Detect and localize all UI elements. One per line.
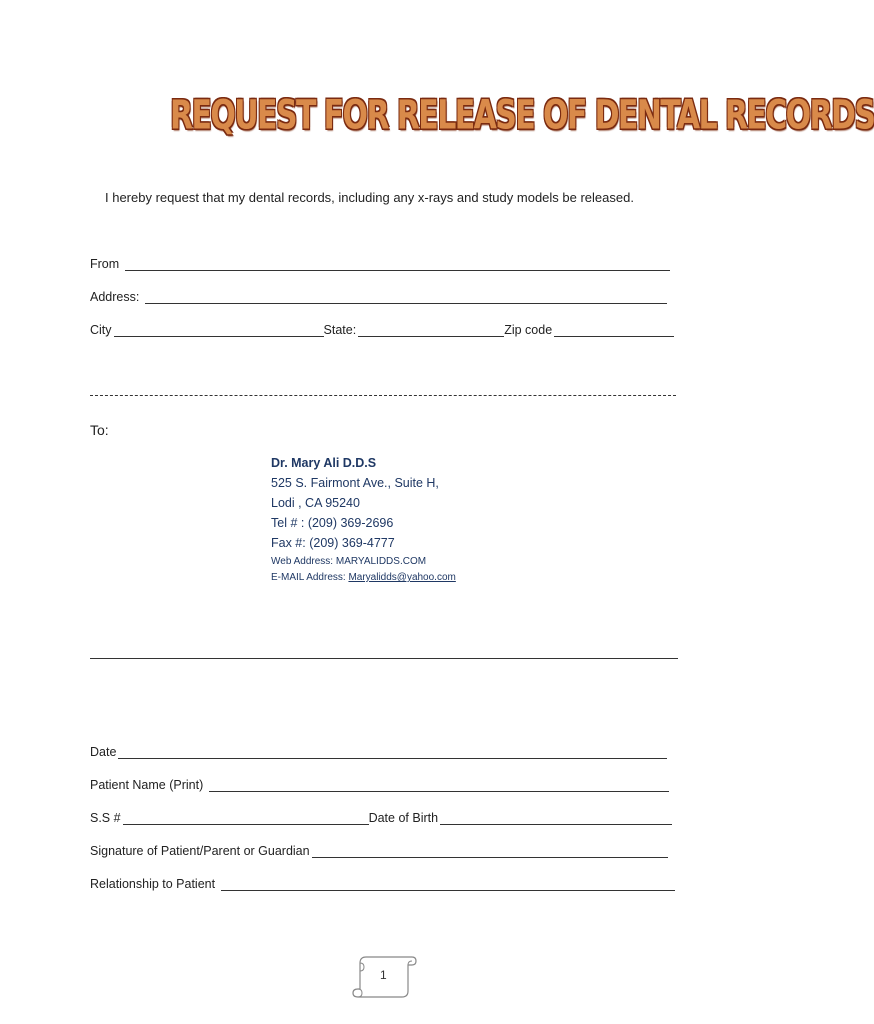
date-line[interactable] (118, 748, 667, 759)
dob-label: Date of Birth (368, 811, 439, 825)
relationship-label: Relationship to Patient (90, 877, 216, 891)
recipient-tel: Tel # : (209) 369-2696 (271, 516, 394, 530)
city-line[interactable] (114, 326, 324, 337)
email-label: E-MAIL Address: (271, 572, 349, 583)
date-label: Date (90, 745, 117, 759)
from-line[interactable] (125, 260, 670, 271)
recipient-email (271, 572, 456, 583)
address-field[interactable] (90, 290, 667, 304)
state-line[interactable] (358, 326, 504, 337)
ss-dob-field[interactable] (90, 811, 672, 825)
web-label: Web Address: (271, 556, 336, 567)
dob-line[interactable] (440, 814, 672, 825)
document-title: REQUEST FOR RELEASE OF DENTAL RECORDS (170, 92, 874, 140)
recipient-name: Dr. Mary Ali D.D.S (271, 456, 377, 470)
web-address: MARYALIDDS.COM (335, 556, 427, 567)
recipient-web (271, 556, 426, 567)
date-field[interactable] (90, 745, 667, 759)
patient-name-line[interactable] (209, 781, 669, 792)
solid-divider (90, 658, 678, 659)
address-label: Address: (90, 290, 140, 304)
recipient-fax: Fax #: (209) 369-4777 (271, 536, 395, 550)
recipient-street: 525 S. Fairmont Ave., Suite H, (271, 476, 439, 490)
signature-line[interactable] (312, 847, 668, 858)
patient-name-field[interactable] (90, 778, 669, 792)
city-state-zip-field[interactable] (90, 323, 674, 337)
relationship-field[interactable] (90, 877, 675, 891)
patient-name-label: Patient Name (Print) (90, 778, 204, 792)
zip-line[interactable] (554, 326, 674, 337)
address-line[interactable] (145, 293, 667, 304)
ss-label: S.S # (90, 811, 121, 825)
relationship-line[interactable] (221, 880, 675, 891)
recipient-city: Lodi , CA 95240 (271, 496, 360, 510)
signature-field[interactable] (90, 844, 668, 858)
page-number: 1 (380, 968, 387, 982)
zip-label: Zip code (504, 323, 553, 337)
ss-line[interactable] (123, 814, 369, 825)
state-label: State: (323, 323, 357, 337)
to-label: To: (90, 422, 109, 438)
intro-statement: I hereby request that my dental records, including any x-rays and study models be released. (105, 190, 634, 205)
from-label: From (90, 257, 120, 271)
dashed-divider (90, 395, 676, 396)
email-link[interactable]: Maryalidds@yahoo.com (348, 572, 456, 583)
city-label: City (90, 323, 112, 337)
signature-label: Signature of Patient/Parent or Guardian (90, 844, 310, 858)
from-field[interactable] (90, 257, 670, 271)
